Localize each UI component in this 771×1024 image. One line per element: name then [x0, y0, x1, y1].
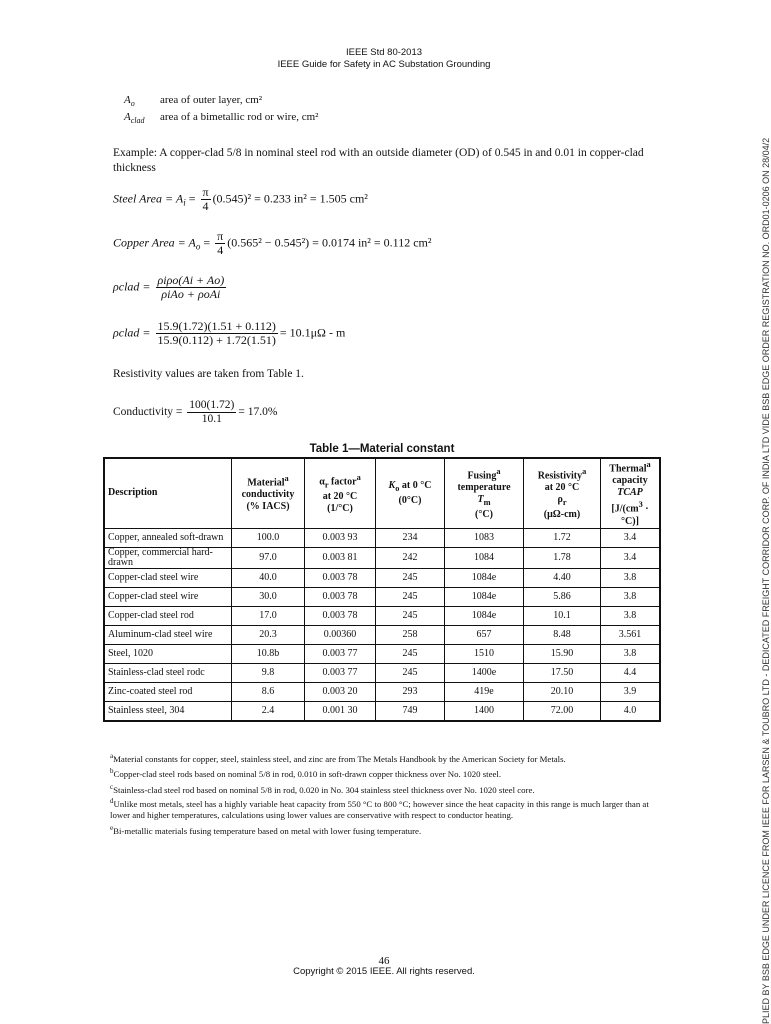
table-row [104, 644, 660, 663]
footnote-mark: e [110, 824, 114, 832]
symbol-aclad-desc: area of a bimetallic rod or wire, cm² [160, 111, 319, 123]
footnote-c [110, 782, 670, 796]
table-cell: 1.78 [524, 547, 601, 568]
header-resistivity: Resistivity$^a$ at 20 °C $\rho_r$ (μΩ-cm) [524, 458, 601, 528]
table-cell: 4.4 [601, 663, 661, 682]
row-description: Stainless-clad steel rodc [104, 663, 232, 682]
header-alpha: $\alpha_r$ factor$^a$ at 20 °C (1/°C) [305, 458, 376, 528]
footnote-text: Copper-clad steel rods based on nominal 5/8 in rod, 0.010 in soft-drawn copper thickness over No. 1020 steel. [113, 768, 502, 779]
table-cell: 0.00360 [305, 625, 376, 644]
header-tcap: Thermal$^a$ capacity TCAP $[J/(cm^3 \cdot ^\circ C)]$ [601, 458, 661, 528]
table-row [104, 663, 660, 682]
footnote-text: Bi-metallic materials fusing temperature based on metal with lower fusing temperature. [113, 825, 422, 836]
table-cell: 8.48 [524, 625, 601, 644]
table-header-row [104, 458, 660, 528]
table-cell: 5.86 [524, 587, 601, 606]
license-watermark: PLIED BY BSB EDGE UNDER LICENCE FROM IEEE FOR LARSEN & TOUBRO LTD - DEDICATED FREIGHT CORRIDOR CORP. OF INDIA LTD VIDE BSB EDGE ORDER REGISTRATION NO. ORD01-0206 ON 28/04/2 [761, 137, 771, 1024]
table-cell: 245 [376, 606, 445, 625]
table-cell: 30.0 [232, 587, 305, 606]
resistivity-note: Resistivity values are taken from Table 1. [113, 368, 304, 380]
row-description: Copper, annealed soft-drawn [104, 528, 232, 547]
header-fusing: Fusing$^a$ temperature $T_m$ (°C) [445, 458, 524, 528]
table-cell: 17.50 [524, 663, 601, 682]
table-cell: 100.0 [232, 528, 305, 547]
table-cell: 4.40 [524, 568, 601, 587]
table-cell: 0.003 78 [305, 568, 376, 587]
table-cell: 0.003 81 [305, 547, 376, 568]
steel-area-equation: Steel Area = $A_i$ = $\frac{\pi}{4}$ (0.545)² = 0.233 in² = 1.505 cm² [113, 185, 368, 213]
footnote-text: Stainless-clad steel rod based on nominal 5/8 in rod, 0.020 in No. 304 stainless steel thickness over No. 1020 steel core. [113, 784, 535, 795]
table-cell: 9.8 [232, 663, 305, 682]
table-cell: 3.9 [601, 682, 661, 701]
symbol-ao-desc: area of outer layer, cm² [160, 94, 263, 106]
table-cell: 1083 [445, 528, 524, 547]
table-cell: 657 [445, 625, 524, 644]
table-cell: 20.10 [524, 682, 601, 701]
row-description: Copper-clad steel wire [104, 587, 232, 606]
table-cell: 0.003 93 [305, 528, 376, 547]
table-cell: 1400 [445, 701, 524, 721]
table-cell: 40.0 [232, 568, 305, 587]
table-cell: 245 [376, 663, 445, 682]
table-cell: 293 [376, 682, 445, 701]
table-cell: 97.0 [232, 547, 305, 568]
rho-clad-numeric: ρclad = $\frac{15.9(1.72)(1.51 + 0.112)}{15.9(0.112) + 1.72(1.51)}$ = 10.1μΩ - m [113, 319, 346, 347]
table-cell: 15.90 [524, 644, 601, 663]
table-cell: 419e [445, 682, 524, 701]
table-row [104, 701, 660, 721]
conductivity-equation: Conductivity = $\frac{100(1.72)}{10.1}$ = 17.0% [113, 399, 278, 425]
table-cell: 1084e [445, 568, 524, 587]
table-cell: 72.00 [524, 701, 601, 721]
header-ko: $K_o$ at 0 °C (0°C) [376, 458, 445, 528]
footnote-d [110, 796, 670, 822]
table-cell: 0.003 78 [305, 606, 376, 625]
row-description: Aluminum-clad steel wire [104, 625, 232, 644]
table-cell: 20.3 [232, 625, 305, 644]
rho-clad-formula: ρclad = $\frac{\text{ρiρo(Ai + Ao)}}{\text{ρiAo + ρoAi}}$ [113, 273, 225, 301]
table-cell: 749 [376, 701, 445, 721]
table-row [104, 625, 660, 644]
header-description: Description [104, 458, 232, 528]
row-description: Copper-clad steel rod [104, 606, 232, 625]
symbol-aclad: $A_{clad}$ [124, 111, 145, 126]
table-row [104, 587, 660, 606]
table-cell: 3.4 [601, 528, 661, 547]
table-cell: 3.4 [601, 547, 661, 568]
row-description: Copper, commercial hard-drawn [104, 547, 232, 568]
copyright: Copyright © 2015 IEEE. All rights reserved. [293, 966, 475, 977]
table-cell: 3.8 [601, 568, 661, 587]
table-cell: 0.003 20 [305, 682, 376, 701]
footnote-mark: b [110, 767, 114, 775]
table-cell: 245 [376, 587, 445, 606]
table-cell: 1400e [445, 663, 524, 682]
row-description: Stainless steel, 304 [104, 701, 232, 721]
table-row [104, 606, 660, 625]
footnote-b [110, 766, 670, 780]
table-cell: 4.0 [601, 701, 661, 721]
table-row [104, 528, 660, 547]
page-number: 46 [378, 955, 390, 967]
table-cell: 1084e [445, 587, 524, 606]
table-cell: 3.8 [601, 606, 661, 625]
table-cell: 3.8 [601, 644, 661, 663]
table-cell: 0.003 77 [305, 644, 376, 663]
table-cell: 0.003 77 [305, 663, 376, 682]
footnote-text: Unlike most metals, steel has a highly variable heat capacity from 550 °C to 800 °C; however since the heat capacity in this range is much larger than at lower and higher temperatures, calculations using lower values are conservative with respect to conductor heating. [110, 798, 649, 821]
table-cell: 0.003 78 [305, 587, 376, 606]
table-cell: 1084 [445, 547, 524, 568]
symbol-ao: $A_o$ [124, 94, 135, 109]
table-row [104, 547, 660, 568]
table-cell: 242 [376, 547, 445, 568]
table-cell: 245 [376, 644, 445, 663]
table-row [104, 568, 660, 587]
table-cell: 10.1 [524, 606, 601, 625]
row-description: Copper-clad steel wire [104, 568, 232, 587]
table-cell: 8.6 [232, 682, 305, 701]
table-cell: 1084e [445, 606, 524, 625]
table-cell: 17.0 [232, 606, 305, 625]
standard-number: IEEE Std 80-2013 [345, 47, 423, 58]
table-row [104, 682, 660, 701]
table-cell: 1510 [445, 644, 524, 663]
table-cell: 3.8 [601, 587, 661, 606]
footnote-mark: d [110, 797, 114, 805]
table-caption: Table 1—Material constant [309, 443, 455, 455]
table-cell: 234 [376, 528, 445, 547]
table-cell: 258 [376, 625, 445, 644]
header-conductivity: Material$^a$ conductivity (% IACS) [232, 458, 305, 528]
table-cell: 10.8b [232, 644, 305, 663]
row-description: Zinc-coated steel rod [104, 682, 232, 701]
table-cell: 2.4 [232, 701, 305, 721]
document-title: IEEE Guide for Safety in AC Substation Grounding [277, 59, 491, 70]
row-description: Steel, 1020 [104, 644, 232, 663]
footnote-text: Material constants for copper, steel, stainless steel, and zinc are from The Metals Handbook by the American Society for Metals. [113, 753, 566, 764]
table-cell: 1.72 [524, 528, 601, 547]
table-cell: 3.561 [601, 625, 661, 644]
table-cell: 245 [376, 568, 445, 587]
footnote-e [110, 823, 670, 837]
footnote-mark: c [110, 783, 114, 791]
footnote-a [110, 751, 670, 765]
material-constant-table [103, 457, 661, 722]
copper-area-equation: Copper Area = $A_o$ = $\frac{\pi}{4}$ (0.565² − 0.545²) = 0.0174 in² = 0.112 cm² [113, 229, 432, 257]
footnote-mark: a [110, 752, 114, 760]
table-cell: 0.001 30 [305, 701, 376, 721]
example-paragraph: Example: A copper-clad 5/8 in nominal steel rod with an outside diameter (OD) of 0.545 in and 0.01 in copper-clad thickness [113, 147, 644, 174]
